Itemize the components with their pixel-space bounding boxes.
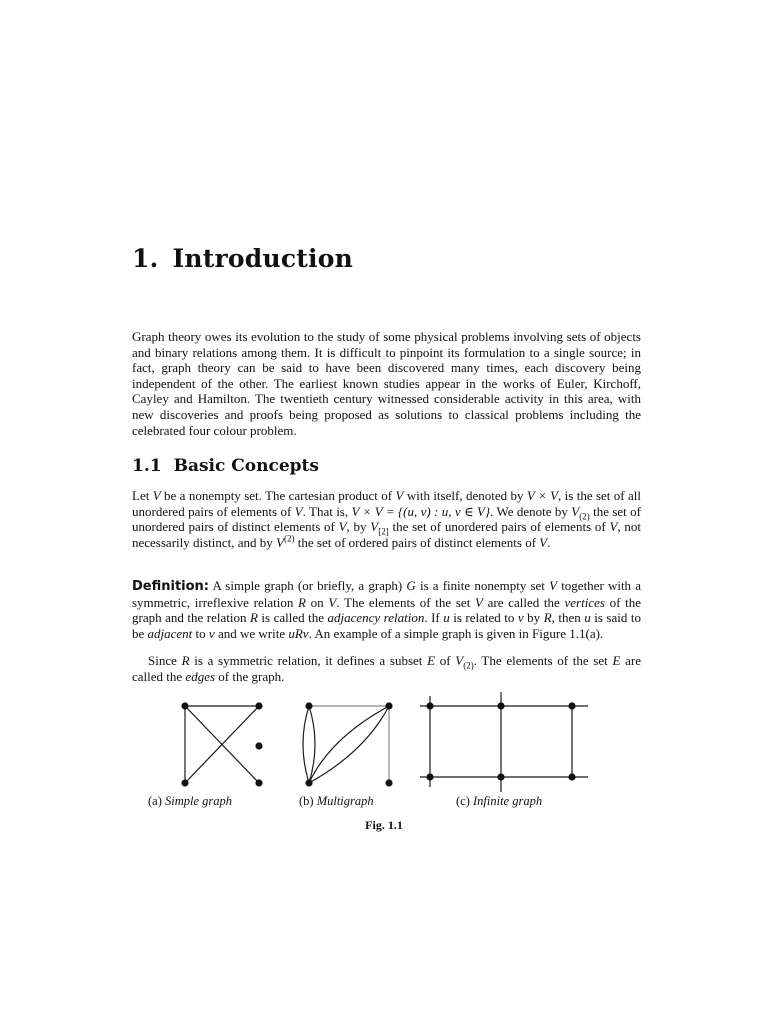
section-title <box>132 456 319 476</box>
edges-paragraph: Since R is a symmetric relation, it defines a subset E of $V_{(2)}$. The elements of the set E are called the edges of the graph. <box>132 653 641 684</box>
chapter-title <box>132 244 353 273</box>
figure-graphs <box>0 690 768 800</box>
section-number: 1.1 <box>132 456 162 476</box>
figure-label: Fig. 1.1 <box>365 818 403 832</box>
multigraph <box>303 702 393 786</box>
section-name: Basic Concepts <box>173 456 319 476</box>
caption-multigraph: (b) Multigraph <box>299 794 374 808</box>
definition-paragraph: Definition: A simple graph (or briefly, a graph) G is a finite nonempty set V together with a symmetric, irreflexive relation R on V. The elements of the set V are called the vertices of the graph and the relation R is called the adjacency relation. If u is related to v by R, then u is said to be adjacent to v and we write uRv. An example of a simple graph is given in Figure 1.1(a). <box>132 578 642 641</box>
simple-graph <box>181 702 262 786</box>
caption-infinite-graph: (c) Infinite graph <box>456 794 543 808</box>
intro-paragraph: Graph theory owes its evolution to the study of some physical problems involving sets of objects and binary relations among them. It is difficult to pinpoint its formulation to a single source; in fact, graph theory can be said to have been discovered many times, each discovery being independent of the other. The earliest known studies appear in the works of Euler, Kirchoff, Cayley and Hamilton. The twentieth century witnessed considerable activity in this area, with new discoveries and proofs being proposed as solutions to classical problems including the celebrated four colour problem. <box>132 329 641 438</box>
infinite-graph <box>420 692 588 792</box>
definition-label: Definition: <box>132 579 210 594</box>
figure-1-1 <box>0 690 768 840</box>
chapter-number: 1. <box>132 244 159 273</box>
caption-simple-graph: (a) Simple graph <box>148 794 233 808</box>
basic-concepts-paragraph: Let V be a nonempty set. The cartesian product of V with itself, denoted by V × V, is the set of all unordered pairs of elements of V. That is, V × V = {(u, v) : u, v ∈ V}. We denote by $V_{(2)}$ the set of unordered pairs of distinct elements of V, by $V_{[2]}$ the set of unordered pairs of elements of V, not necessarily distinct, and by $V^{(2)}$ the set of ordered pairs of distinct elements of V. <box>132 488 642 550</box>
chapter-name: Introduction <box>172 244 353 273</box>
